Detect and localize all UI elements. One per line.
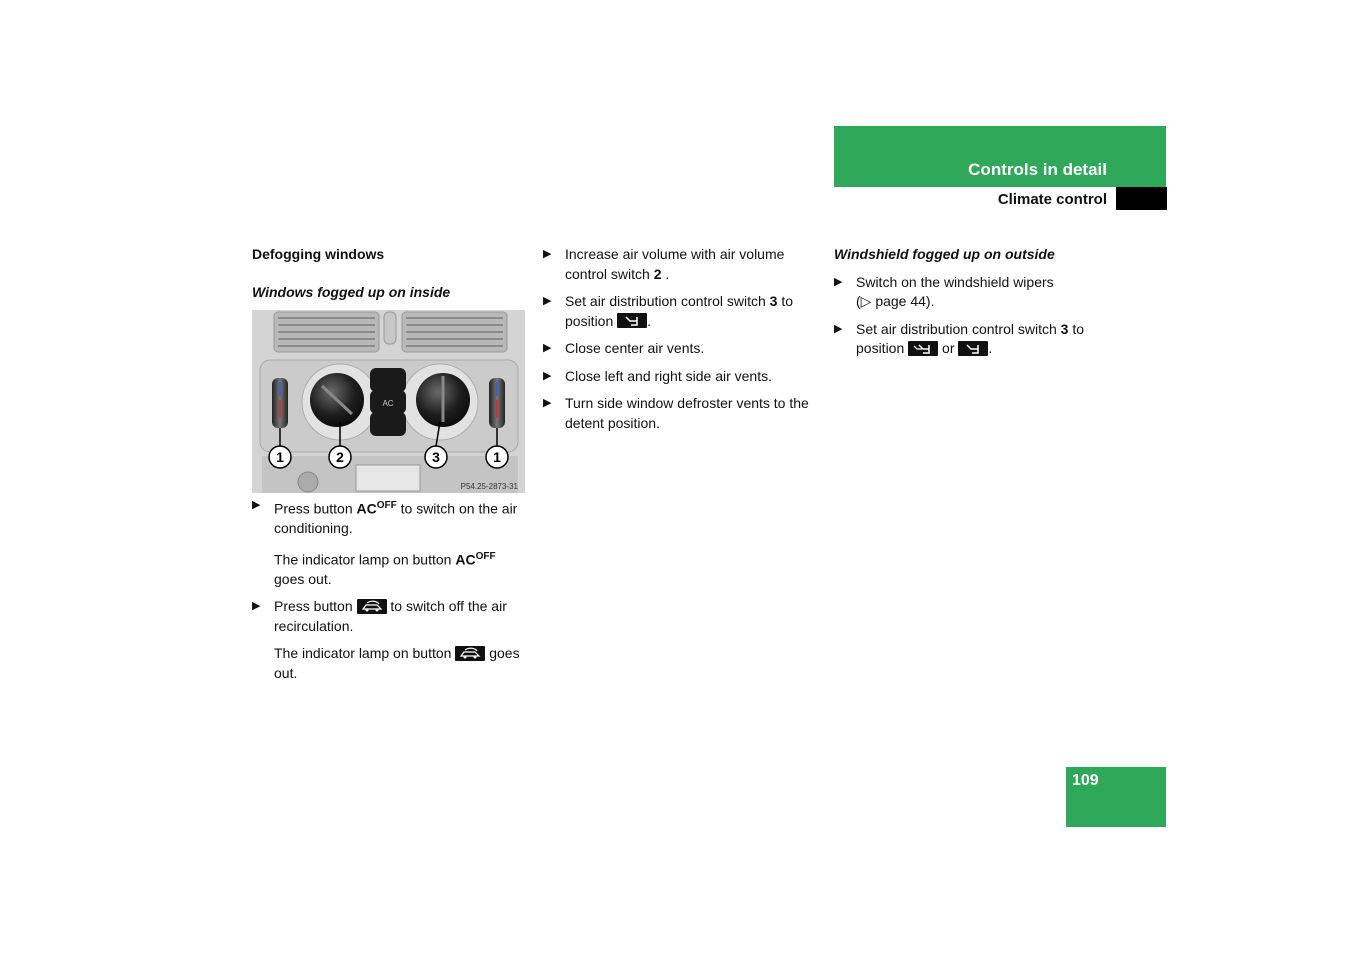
column-1 <box>252 245 527 302</box>
column-1-steps <box>252 496 527 691</box>
heading-defogging: Defogging windows <box>252 246 385 262</box>
bullet-triangle-icon: ▶ <box>543 295 552 307</box>
air-recirculation-icon <box>357 599 387 614</box>
step-ac-on: ▶ Press button $AC^{OFF}$ to switch on the air conditioning. <box>252 496 527 539</box>
bullet-triangle-icon: ▶ <box>834 275 843 288</box>
page-number: 109 <box>1072 772 1099 789</box>
page-reference-link[interactable]: (▷ page 44). <box>856 293 935 309</box>
callout-1-left: 1 <box>276 449 284 465</box>
column-2 <box>543 245 818 441</box>
bullet-triangle-icon: ▶ <box>543 342 552 354</box>
section-title: Controls in detail <box>968 160 1107 179</box>
figure-code: P54.25-2873-31 <box>460 482 518 491</box>
bullet-triangle-icon: ▶ <box>834 322 843 335</box>
step-air-volume: ▶ Increase air volume with air volume control switch 2 . <box>543 246 785 282</box>
step-side-vents: ▶ Close left and right side air vents. <box>543 367 818 387</box>
step-air-distribution: ▶ Set air distribution control switch 3 to position . <box>543 293 794 329</box>
bullet-triangle-icon: ▶ <box>543 369 552 382</box>
step-center-vents: ▶ Close center air vents. <box>543 339 818 359</box>
step-recirculation-off: ▶ Press button to switch off the air recirculation. <box>252 598 507 634</box>
climate-control-panel-photo <box>252 310 525 493</box>
subheading-outside: Windshield fogged up on outside <box>834 246 1055 262</box>
bullet-triangle-icon: ▶ <box>543 397 552 409</box>
callout-1-right: 1 <box>493 449 501 465</box>
bullet-triangle-icon: ▶ <box>252 600 261 613</box>
step-defroster-vents: ▶ Turn side window defroster vents to the detent position. <box>543 395 809 431</box>
subheading-inside: Windows fogged up on inside <box>252 283 451 300</box>
callout-3: 3 <box>432 449 440 465</box>
defrost-position-icon <box>617 313 647 328</box>
ac-button-label: AC <box>382 399 394 408</box>
defrost-position-icon <box>958 341 988 356</box>
bullet-triangle-icon: ▶ <box>543 248 552 260</box>
column-3 <box>834 245 1114 367</box>
callout-2: 2 <box>336 449 344 465</box>
step-distribution-outside: ▶ Set air distribution control switch 3 to position or . <box>834 320 1085 356</box>
note-ac-lamp: The indicator lamp on button $AC^{OFF}$ goes out. <box>274 550 496 587</box>
section-subtitle: Climate control <box>997 191 1107 208</box>
air-recirculation-icon <box>455 646 485 661</box>
bullet-triangle-icon: ▶ <box>252 499 261 511</box>
note-recirculation-lamp: The indicator lamp on button goes out. <box>274 645 520 681</box>
defrost-footwell-position-icon <box>908 341 938 356</box>
step-wipers: ▶ Switch on the windshield wipers (▷ page 44). <box>834 273 1054 309</box>
header-black-tab <box>1116 187 1167 210</box>
